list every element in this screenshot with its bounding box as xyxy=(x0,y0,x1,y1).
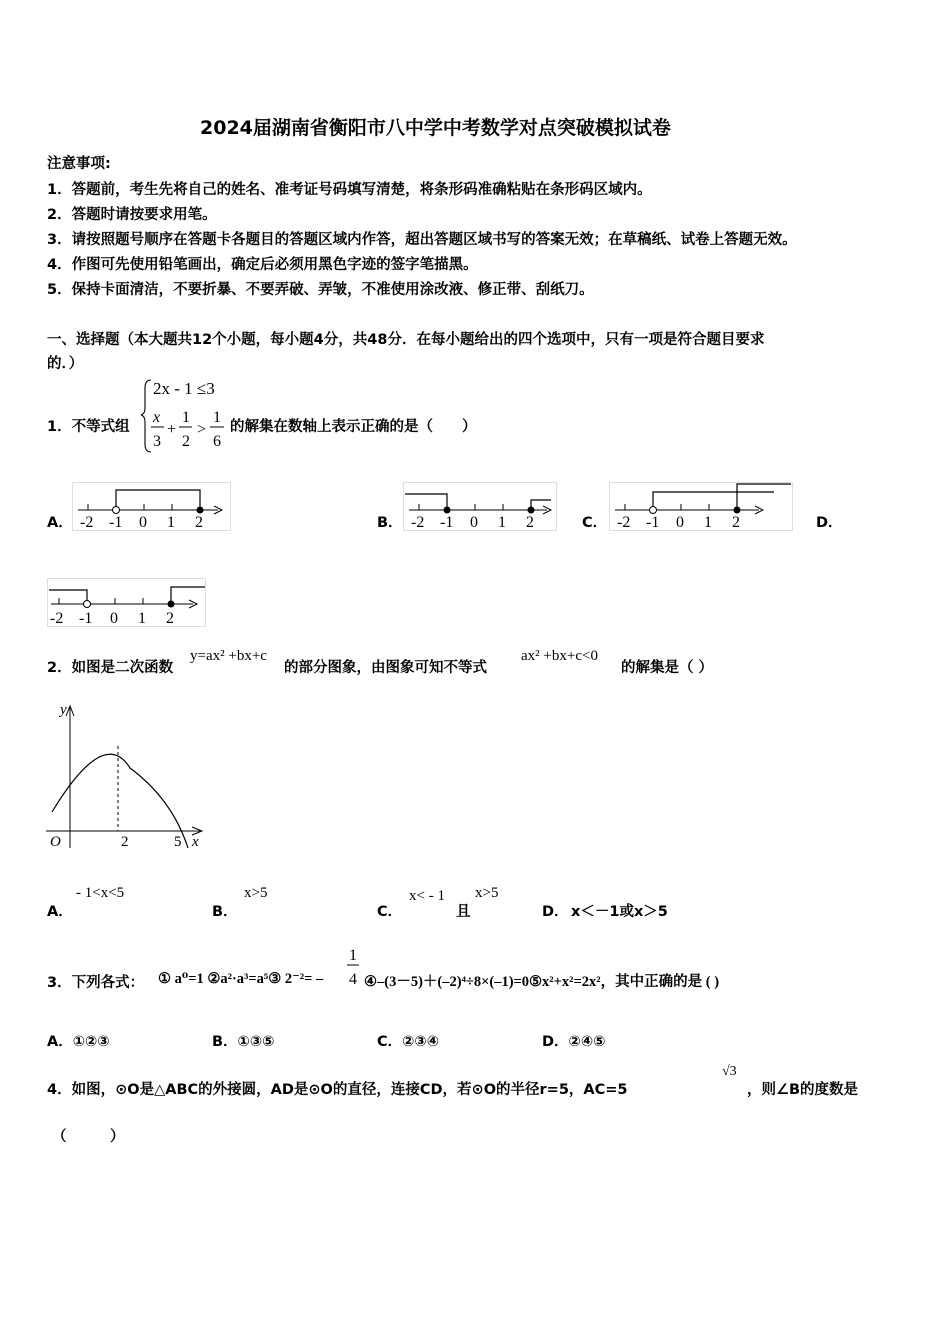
x-axis-label: x xyxy=(192,834,199,850)
q2-option-d-label: D． xyxy=(542,904,569,920)
q2-option-a-label: A． xyxy=(47,904,73,920)
q3-prefix: 3．下列各式： xyxy=(47,975,145,991)
tick-label: 1 xyxy=(167,514,175,531)
section-heading-cont: 的．） xyxy=(47,356,84,372)
notice-heading: 注意事项: xyxy=(47,156,111,172)
q3-fraction xyxy=(346,942,362,990)
q4-suffix: ，则∠B的度数是 xyxy=(747,1082,859,1098)
q3-option-b[interactable]: B．①③⑤ xyxy=(212,1034,275,1050)
notice-item: 5．保持卡面清洁，不要折暴、不要弄破、弄皱，不准使用涂改液、修正带、刮纸刀。 xyxy=(47,282,594,298)
q2-option-c-text2: x>5 xyxy=(475,885,499,901)
notice-item: 3．请按照题号顺序在答题卡各题目的答题区域内作答，超出答题区域书写的答案无效；在草稿纸、试卷上答题无效。 xyxy=(47,232,797,248)
q2-function: y=ax² +bx+c xyxy=(190,648,267,664)
tick-2-label: 2 xyxy=(121,834,129,850)
tick-label: 0 xyxy=(110,610,118,627)
q2-suffix: 的解集是（ ） xyxy=(621,660,714,676)
q3-frac-den: 4 xyxy=(349,971,357,988)
tick-label: 2 xyxy=(195,514,203,531)
tick-label: 1 xyxy=(498,514,506,531)
q1-option-a-numberline[interactable] xyxy=(72,482,232,532)
tick-label: -1 xyxy=(109,514,123,531)
q4-answer-paren: （ ） xyxy=(52,1129,125,1145)
q3-part2: ④–(3－5)＋(–2)⁴÷8×(–1)=0⑤x²+x²=2x²，其中正确的是 ( ) xyxy=(364,974,720,990)
q4-text: 4．如图，⊙O是△ABC的外接圆，AD是⊙O的直径，连接CD，若⊙O的半径r=5，AC=5 xyxy=(47,1082,628,1098)
tick-label: -1 xyxy=(440,514,454,531)
q2-option-b-label: B． xyxy=(212,904,238,920)
tick-5-label: 5 xyxy=(174,834,182,850)
q2-prefix: 2．如图是二次函数 xyxy=(47,660,174,676)
y-axis-label: y xyxy=(60,702,67,718)
tick-label: -2 xyxy=(80,514,94,531)
q1-inequality-system xyxy=(140,374,232,456)
notice-item: 2．答题时请按要求用笔。 xyxy=(47,207,217,223)
tick-label: -2 xyxy=(50,610,64,627)
q1-frac3-den: 6 xyxy=(213,433,221,450)
tick-label: -2 xyxy=(617,514,631,531)
q1-option-b-numberline[interactable] xyxy=(403,482,558,532)
q1-suffix: 的解集在数轴上表示正确的是（ ） xyxy=(230,419,477,435)
q4-sqrt: √3 xyxy=(722,1064,737,1079)
section-heading: 一、选择题（本大题共12个小题，每小题4分，共48分．在每小题给出的四个选项中，只有一项是符合题目要求 xyxy=(47,332,765,348)
q3-part1: ① a⁰=1 ②a²·a³=a⁵③ 2⁻²= – xyxy=(158,971,324,987)
tick-label: 2 xyxy=(732,514,740,531)
tick-label: 0 xyxy=(139,514,147,531)
q1-prefix: 1．不等式组 xyxy=(47,419,130,435)
notice-item: 1．答题前，考生先将自己的姓名、准考证号码填写清楚，将条形码准确粘贴在条形码区域内。 xyxy=(47,182,652,198)
parabola-curve xyxy=(52,754,188,848)
q3-frac-num: 1 xyxy=(349,947,357,964)
q3-option-c[interactable]: C．②③④ xyxy=(377,1034,439,1050)
q1-gt: > xyxy=(197,421,207,438)
q1-frac2-num: 1 xyxy=(182,409,190,426)
q1-frac1-den: 3 xyxy=(153,433,161,450)
q2-option-c-text[interactable]: x< - 1 xyxy=(409,888,445,904)
page-title: 2024届湖南省衡阳市八中学中考数学对点突破模拟试卷 xyxy=(200,117,671,139)
q1-option-c-label: C． xyxy=(582,515,608,531)
q1-frac1-num: x xyxy=(153,409,161,426)
q1-option-c-numberline[interactable] xyxy=(609,478,794,532)
tick-label: 0 xyxy=(676,514,684,531)
q1-option-b-label: B． xyxy=(377,515,403,531)
tick-label: -2 xyxy=(411,514,425,531)
q1-option-d-numberline[interactable] xyxy=(47,578,207,628)
tick-label: 1 xyxy=(704,514,712,531)
q2-option-b-text[interactable]: x>5 xyxy=(244,885,268,901)
q1-option-d-label: D． xyxy=(816,515,843,531)
q3-option-a[interactable]: A．①②③ xyxy=(47,1034,110,1050)
notice-item: 4．作图可先使用铅笔画出，确定后必须用黑色字迹的签字笔描黑。 xyxy=(47,257,478,273)
q2-mid: 的部分图象，由图象可知不等式 xyxy=(284,660,487,676)
tick-label: 0 xyxy=(470,514,478,531)
q1-option-a-label: A． xyxy=(47,515,73,531)
q2-inequality: ax² +bx+c<0 xyxy=(521,648,598,664)
q2-parabola-graph xyxy=(42,700,212,852)
origin-label: O xyxy=(50,834,61,850)
tick-label: 1 xyxy=(138,610,146,627)
q3-option-d[interactable]: D．②④⑤ xyxy=(542,1034,606,1050)
tick-label: 2 xyxy=(166,610,174,627)
q1-system-row1: 2x - 1 ≤3 xyxy=(153,379,215,398)
q2-option-c-joiner: 且 xyxy=(456,904,471,920)
q2-option-d-text[interactable]: x＜－1或x＞5 xyxy=(571,904,668,920)
tick-label: -1 xyxy=(79,610,93,627)
q1-frac2-den: 2 xyxy=(182,433,190,450)
q1-frac3-num: 1 xyxy=(213,409,221,426)
tick-label: -1 xyxy=(646,514,660,531)
tick-label: 2 xyxy=(526,514,534,531)
q1-plus: + xyxy=(167,421,177,438)
q2-option-a-text[interactable]: - 1<x<5 xyxy=(76,885,125,901)
q2-option-c-label: C． xyxy=(377,904,403,920)
